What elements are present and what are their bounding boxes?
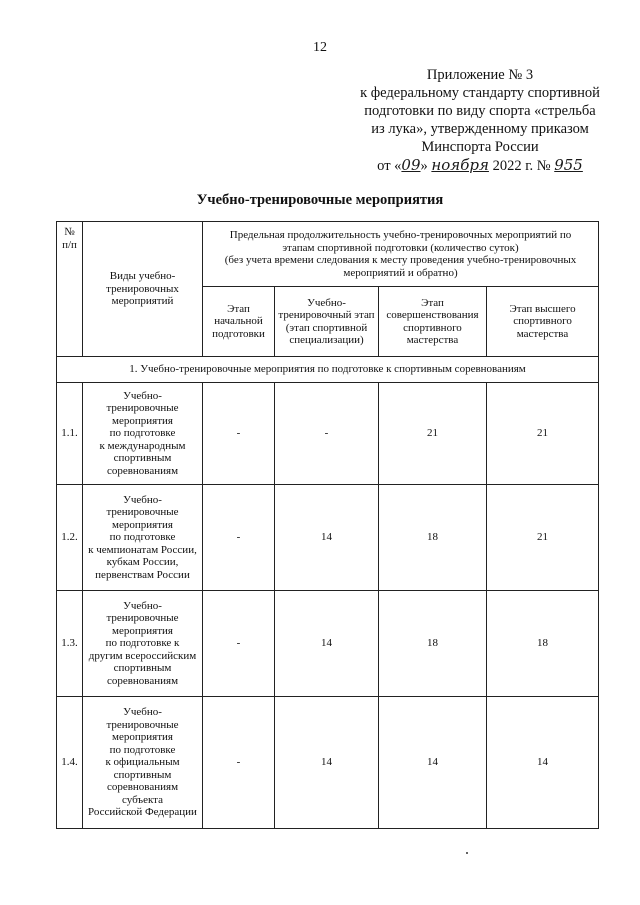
row-value: -: [203, 485, 275, 591]
row-kind: Учебно- тренировочные мероприятия по подготовке к международным спортивным соревнованиям: [83, 383, 203, 485]
header-duration: Предельная продолжительность учебно-тренировочных мероприятий по этапам спортивной подготовки (количество суток) (без учета времени следования к месту проведения учебно-тренировочных мероприятий и обратно): [203, 222, 599, 287]
row-value: 14: [275, 697, 379, 829]
row-kind: Учебно- тренировочные мероприятия по подготовке к официальным спортивным соревнованиям субъекта Российской Федерации: [83, 697, 203, 829]
row-value: -: [203, 383, 275, 485]
appendix-line: из лука», утвержденному приказом: [371, 121, 589, 137]
table-row: [57, 697, 599, 829]
date-day-handwritten: 09: [401, 156, 421, 174]
row-value: 21: [379, 383, 487, 485]
row-value: -: [203, 591, 275, 697]
appendix-line: подготовки по виду спорта «стрельба: [364, 103, 596, 119]
header-row: [57, 222, 599, 287]
row-value: -: [275, 383, 379, 485]
row-kind: Учебно- тренировочные мероприятия по подготовке к другим всероссийским спортивным соревнованиям: [83, 591, 203, 697]
date-mid: »: [420, 158, 428, 174]
scan-speck: [466, 852, 468, 854]
row-number: 1.3.: [57, 591, 83, 697]
row-number: 1.1.: [57, 383, 83, 485]
stage-header: Этап начальной подготовки: [203, 287, 275, 357]
row-value: 21: [487, 383, 599, 485]
row-number: 1.4.: [57, 697, 83, 829]
row-number: 1.2.: [57, 485, 83, 591]
row-value: -: [203, 697, 275, 829]
row-value: 14: [275, 591, 379, 697]
appendix-line: Приложение № 3: [426, 67, 534, 83]
page-number: 12: [313, 40, 327, 55]
order-date-line: [340, 156, 620, 175]
table-row: [57, 383, 599, 485]
section-title: 1. Учебно-тренировочные мероприятия по подготовке к спортивным соревнованиям: [57, 357, 599, 383]
row-value: 14: [487, 697, 599, 829]
stage-header: Этап высшего спортивного мастерства: [487, 287, 599, 357]
row-value: 18: [487, 591, 599, 697]
header-number: № п/п: [57, 222, 83, 357]
row-value: 21: [487, 485, 599, 591]
header-kind: Виды учебно- тренировочных мероприятий: [83, 222, 203, 357]
section-row: [57, 357, 599, 383]
table-row: [57, 485, 599, 591]
row-value: 14: [275, 485, 379, 591]
stage-header: Этап совершенствования спортивного мастерства: [379, 287, 487, 357]
page-title: Учебно-тренировочные мероприятия: [196, 192, 444, 208]
date-month-handwritten: ноября: [431, 156, 489, 174]
appendix-header: [340, 66, 620, 175]
row-value: 18: [379, 591, 487, 697]
stage-header: Учебно- тренировочный этап (этап спортивной специализации): [275, 287, 379, 357]
date-year: 2022 г. №: [492, 158, 551, 174]
table-row: [57, 591, 599, 697]
row-kind: Учебно- тренировочные мероприятия по подготовке к чемпионатам России, кубкам России, первенствам России: [83, 485, 203, 591]
order-number-handwritten: 955: [554, 156, 583, 174]
row-value: 18: [379, 485, 487, 591]
date-prefix: от «: [377, 158, 402, 174]
row-value: 14: [379, 697, 487, 829]
training-events-table: [56, 221, 599, 829]
appendix-line: Минспорта России: [421, 139, 539, 155]
appendix-line: к федеральному стандарту спортивной: [360, 85, 600, 101]
